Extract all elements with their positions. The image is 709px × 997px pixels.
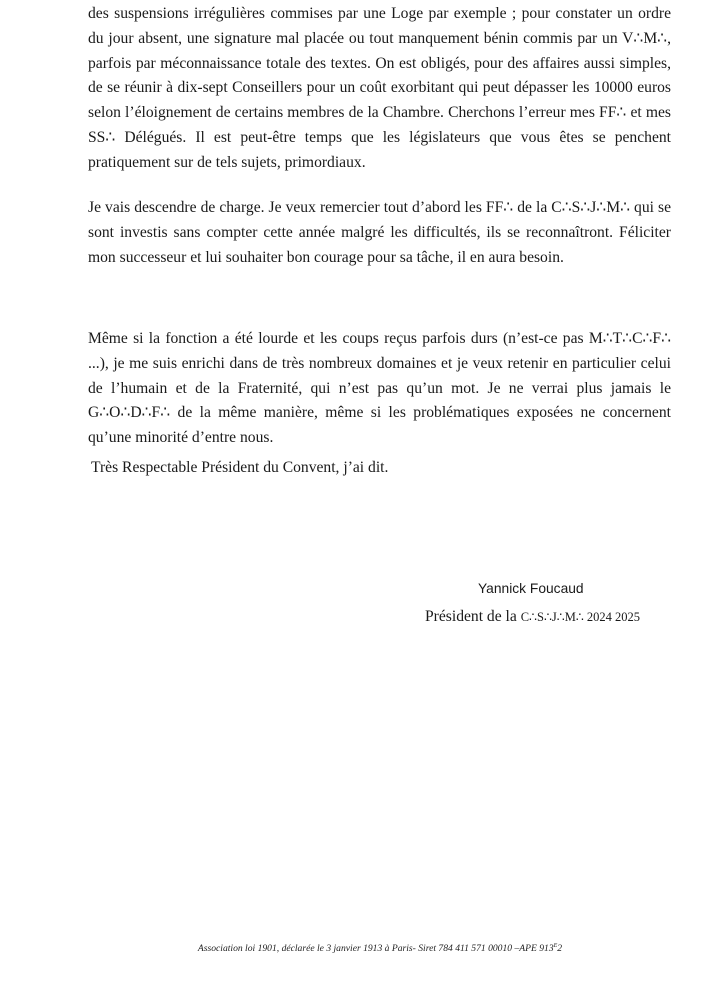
- signatory-title-prefix: Président de la: [425, 608, 521, 625]
- footer-ape-suffix: 2: [557, 943, 563, 955]
- page-footer: [0, 939, 709, 956]
- signatory-title: [425, 606, 640, 628]
- signatory-name: Yannick Foucaud: [478, 581, 584, 596]
- signatory-title-org: C∴S∴J∴M∴ 2024 2025: [520, 610, 641, 624]
- paragraph-2: Je vais descendre de charge. Je veux remercier tout d’abord les FF∴ de la C∴S∴J∴M∴ qui se sont investis sans compter cette année malgré les difficultés, ils se reconnaîtront. Féliciter mon successeur et lui souhaiter bon courage pour sa tâche, il en aura besoin.: [88, 199, 671, 266]
- paragraph-3: Même si la fonction a été lourde et les coups reçus parfois durs (n’est-ce pas M∴T∴C∴F∴ ...), je me suis enrichi dans de très nombreux domaines et je veux retenir en particulier celui de l’humain et de la Fraternité, qui n’est pas qu’un mot. Je ne verrai plus jamais le G∴O∴D∴F∴ de la même manière, même si les problématiques exposées ne concernent qu’une minorité d’entre nous.: [88, 330, 671, 447]
- closing-statement: Très Respectable Président du Convent, j’ai dit.: [91, 459, 389, 476]
- paragraph-1: des suspensions irrégulières commises par une Loge par exemple ; pour constater un ordre du jour absent, une signature mal placée ou tout manquement bénin commis par un V∴M∴, parfois par méconnaissance totale des textes. On est obligés, pour des affaires aussi simples, de se réunir à dix-sept Conseillers pour un coût exorbitant qui peut dépasser les 10000 euros selon l’éloignement de certains membres de la Chambre. Cherchons l’erreur mes FF∴ et mes SS∴ Délégués. Il est peut-être temps que les législateurs que vous êtes se penchent pratiquement sur de tels sujets, primordiaux.: [88, 5, 671, 171]
- footer-text: Association loi 1901, déclarée le 3 janvier 1913 à Paris- Siret 784 411 571 00010 –APE 913: [197, 943, 554, 955]
- footer-ape-superscript: E: [553, 943, 558, 949]
